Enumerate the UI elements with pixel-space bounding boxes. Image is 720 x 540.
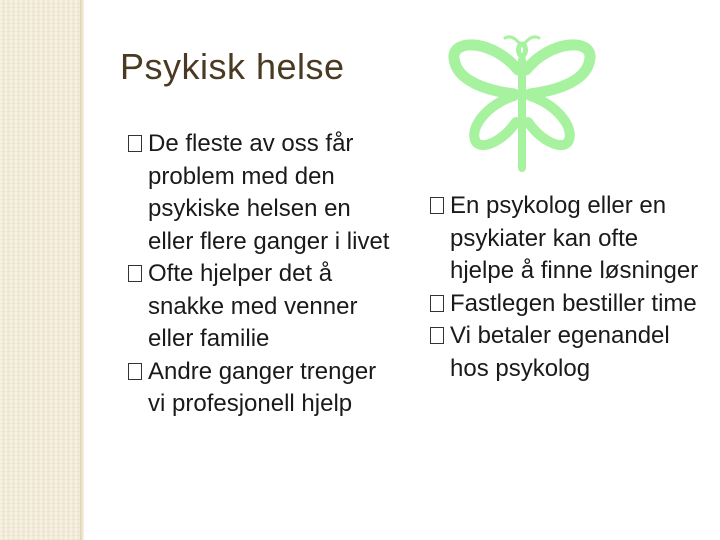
bullet-text: Vi betaler egenandel hos psykolog — [450, 322, 670, 382]
list-item — [128, 258, 400, 356]
bullet-text: Andre ganger trenger vi profesjonell hjelp — [148, 357, 377, 417]
decorative-side-strip — [0, 0, 80, 540]
bullet-box-icon — [430, 327, 444, 344]
bullet-text: Fastlegen bestiller time — [450, 289, 697, 317]
side-strip-edge — [80, 0, 84, 540]
list-item — [430, 320, 702, 385]
bullet-box-icon — [430, 197, 444, 214]
list-item — [128, 356, 400, 421]
slide-title: Psykisk helse — [120, 46, 345, 87]
left-bullet-list — [128, 128, 400, 421]
right-bullet-list — [430, 190, 702, 385]
list-item — [430, 288, 702, 321]
butterfly-icon — [442, 30, 602, 182]
bullet-box-icon — [128, 363, 142, 380]
bullet-box-icon — [128, 265, 142, 282]
bullet-text: Ofte hjelper det å snakke med venner eller familie — [148, 260, 358, 352]
list-item — [430, 190, 702, 288]
bullet-text: De fleste av oss får problem med den psykiske helsen en eller flere ganger i livet — [148, 130, 390, 255]
bullet-box-icon — [430, 295, 444, 312]
bullet-text: En psykolog eller en psykiater kan ofte hjelpe å finne løsninger — [450, 192, 699, 284]
list-item — [128, 128, 400, 258]
bullet-box-icon — [128, 135, 142, 152]
